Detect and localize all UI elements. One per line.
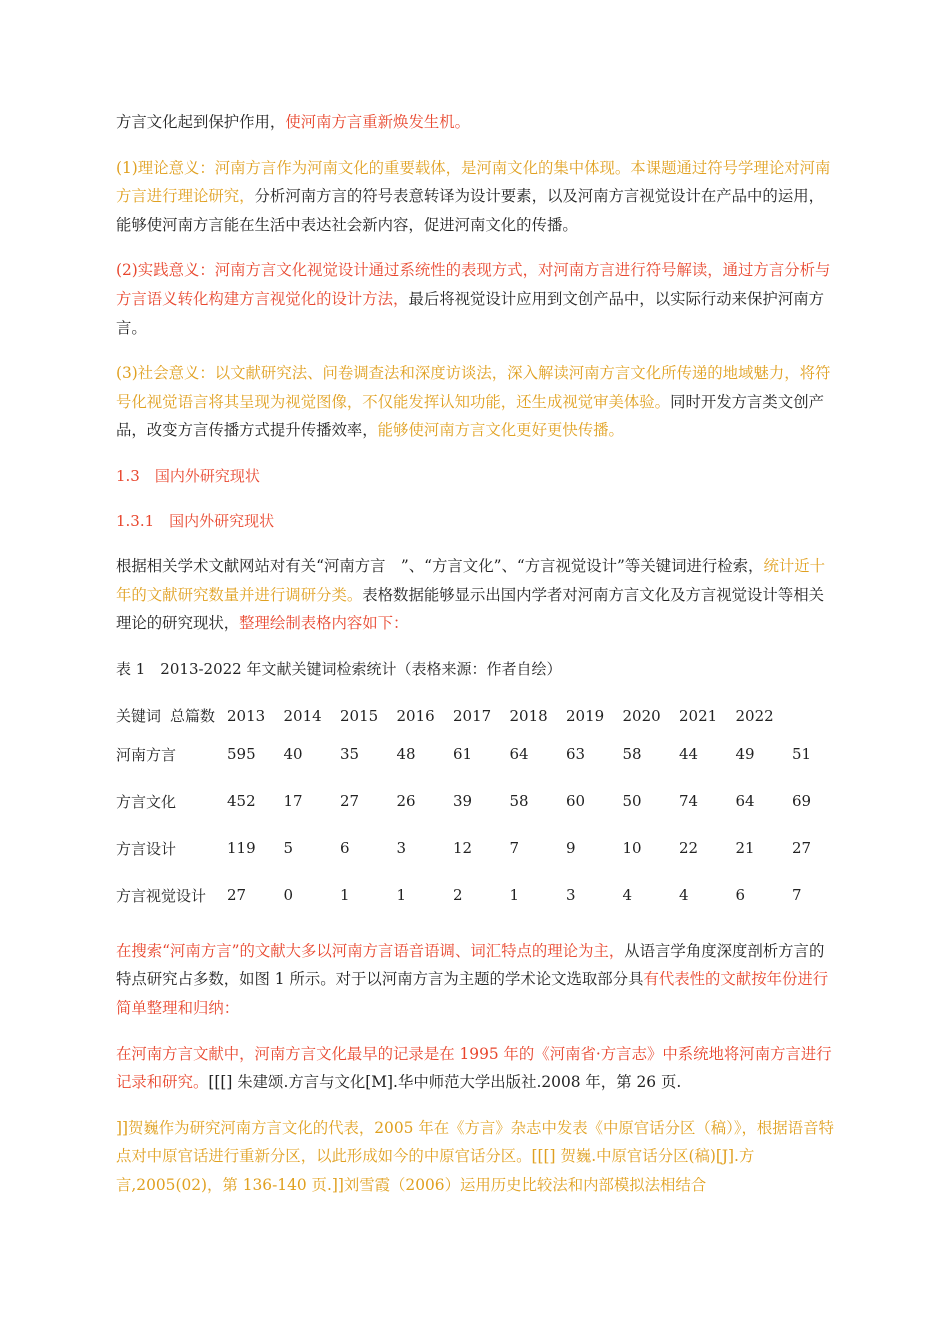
table-cell: 5 bbox=[283, 839, 294, 858]
method-highlight-2: 整理绘制表格内容如下： bbox=[239, 614, 409, 633]
table-cell: 49 bbox=[735, 745, 755, 764]
theory-text: 分析河南方言的符号表意转译为设计要素，以及河南方言视觉设计在产品中的运用，能够使河南方言能在生活中表达社会新内容，促进河南文化的传播。 bbox=[116, 187, 824, 234]
table-cell: 1 bbox=[396, 886, 407, 905]
table-row bbox=[116, 778, 811, 825]
table-row bbox=[116, 825, 811, 872]
section-heading-1-3: 1.3 国内外研究现状 bbox=[116, 466, 260, 485]
paragraph-theory bbox=[116, 154, 836, 240]
search-highlight: 在搜索“河南方言”的文献大多以河南方言语音语调、词汇特点的理论为主， bbox=[116, 941, 625, 960]
table-cell: 3 bbox=[396, 839, 407, 858]
table-cell: 12 bbox=[453, 839, 473, 858]
table-cell: 方言文化 bbox=[116, 792, 177, 811]
practice-highlight: (2)实践意义：河南方言文化视觉设计通过系统性的表现方式，对河南方言进行符号解读，通过方言分析与方言语义转化构建方言视觉化的设计方法， bbox=[116, 261, 831, 308]
table-cell: 9 bbox=[566, 839, 576, 858]
table-row bbox=[116, 872, 811, 919]
table-cell: 7 bbox=[509, 839, 520, 858]
table-cell: 50 bbox=[622, 792, 642, 811]
table-cell: 27 bbox=[792, 839, 812, 858]
header-cell: 2019 bbox=[566, 706, 605, 725]
intro-text: 方言文化起到保护作用， bbox=[116, 113, 286, 131]
table-cell: 51 bbox=[792, 745, 812, 764]
table-cell: 27 bbox=[227, 886, 247, 905]
paragraph-search bbox=[116, 937, 836, 1023]
table-cell: 26 bbox=[396, 792, 416, 811]
paragraph-intro bbox=[116, 108, 836, 137]
table-cell: 63 bbox=[566, 745, 586, 764]
social-text: 同时开发方言类文创产品，改变方言传播方式提升传播效率， bbox=[116, 392, 824, 440]
paragraph-history bbox=[116, 1040, 836, 1097]
practice-text: 最后将视觉设计应用到文创产品中，以实际行动来保护河南方言。 bbox=[116, 289, 824, 337]
social-highlight-end: 能够使河南方言文化更好更快传播。 bbox=[377, 421, 624, 440]
paragraph-hewei: ]]贺巍作为研究河南方言文化的代表，2005 年在《方言》杂志中发表《中原官话分区（稿）》，根据语音特点对中原官话进行重新分区，以此形成如今的中原官话分区。[[[] 贺巍.中原官话分区(稿)[J].方言,2005(02)，第 136-140 页.]]刘雪霞（2006）运用历史比较法和内部模拟法相结合 bbox=[116, 1118, 834, 1194]
header-cell: 总篇数 bbox=[170, 707, 216, 726]
table-cell: 58 bbox=[509, 792, 529, 811]
table-cell: 22 bbox=[679, 839, 699, 858]
table-cell: 452 bbox=[227, 792, 256, 811]
method-text-2: 表格数据能够显示出国内学者对河南方言文化及方言视觉设计等相关理论的研究现状， bbox=[116, 585, 824, 633]
table-cell: 方言视觉设计 bbox=[116, 886, 207, 905]
table-cell: 0 bbox=[283, 886, 294, 905]
table-cell: 595 bbox=[227, 745, 256, 764]
table-cell: 119 bbox=[227, 839, 256, 858]
table-cell: 7 bbox=[792, 886, 802, 905]
table-cell: 40 bbox=[283, 745, 303, 764]
table-cell: 61 bbox=[453, 745, 473, 764]
table-cell: 10 bbox=[622, 839, 642, 858]
table-cell: 方言设计 bbox=[116, 839, 177, 858]
intro-highlight: 使河南方言重新焕发生机。 bbox=[285, 113, 471, 131]
paragraph-practice bbox=[116, 256, 836, 342]
table-cell: 2 bbox=[453, 886, 463, 905]
table-cell: 44 bbox=[679, 745, 699, 764]
history-footnote: [[[] 朱建颂.方言与文化[M].华中师范大学出版社.2008 年，第 26 页. bbox=[208, 1073, 682, 1092]
paragraph-method bbox=[116, 552, 836, 638]
theory-highlight: (1)理论意义：河南方言作为河南文化的重要载体，是河南文化的集中体现。本课题通过符号学理论对河南方言进行理论研究， bbox=[116, 158, 831, 206]
table-cell: 69 bbox=[792, 792, 812, 811]
header-cell: 2020 bbox=[622, 706, 661, 725]
table-caption: 表 1 2013-2022 年文献关键词检索统计（表格来源：作者自绘） bbox=[116, 659, 562, 678]
header-cell: 2014 bbox=[283, 706, 322, 725]
header-cell: 2021 bbox=[679, 706, 718, 725]
paragraph-social bbox=[116, 359, 836, 445]
search-text: 从语言学角度深度剖析方言的特点研究占多数，如图 1 所示。对于以河南方言为主题的学术论文选取部分具 bbox=[116, 941, 825, 989]
header-cell: 关键词 bbox=[116, 707, 162, 726]
table-cell: 64 bbox=[509, 745, 529, 764]
table-cell: 35 bbox=[340, 745, 360, 764]
header-cell: 2013 bbox=[227, 706, 266, 725]
header-cell: 2022 bbox=[735, 706, 774, 725]
table-cell: 1 bbox=[340, 886, 350, 905]
table-cell: 48 bbox=[396, 745, 416, 764]
table-cell: 64 bbox=[735, 792, 755, 811]
document-page bbox=[116, 108, 836, 1199]
table-cell: 58 bbox=[622, 745, 642, 764]
table-row bbox=[116, 731, 811, 778]
table-cell: 74 bbox=[679, 792, 699, 811]
table-cell: 17 bbox=[283, 792, 303, 811]
search-highlight-2: 有代表性的文献按年份进行简单整理和归纳： bbox=[116, 970, 829, 1017]
table-cell: 6 bbox=[340, 839, 350, 858]
table-header-row bbox=[116, 701, 811, 731]
method-highlight: 统计近十年的文献研究数量并进行调研分类。 bbox=[116, 556, 826, 604]
table-cell: 3 bbox=[566, 886, 576, 905]
table-cell: 39 bbox=[453, 792, 473, 811]
method-text: 根据相关学术文献网站对有关“河南方言 ”、“方言文化”、“方言视觉设计”等关键词进行检索， bbox=[116, 556, 764, 575]
section-heading-1-3-1: 1.3.1 国内外研究现状 bbox=[116, 511, 275, 530]
table-cell: 21 bbox=[735, 839, 755, 858]
table-cell: 27 bbox=[340, 792, 360, 811]
table-cell: 6 bbox=[735, 886, 746, 905]
history-highlight: 在河南方言文献中，河南方言文化最早的记录是在 1995 年的《河南省·方言志》中系统地将河南方言进行记录和研究。 bbox=[116, 1044, 832, 1092]
social-highlight: (3)社会意义：以文献研究法、问卷调查法和深度访谈法，深入解读河南方言文化所传递的地域魅力，将符号化视觉语言将其呈现为视觉图像，不仅能发挥认知功能，还生成视觉审美体验。 bbox=[116, 364, 831, 411]
header-cell: 2017 bbox=[453, 706, 492, 725]
header-cell: 2018 bbox=[509, 706, 548, 725]
table-cell: 4 bbox=[679, 886, 689, 905]
header-cell: 2015 bbox=[340, 706, 379, 725]
table-cell: 1 bbox=[509, 886, 520, 905]
table-cell: 60 bbox=[566, 792, 586, 811]
header-cell: 2016 bbox=[396, 706, 435, 725]
table-cell: 河南方言 bbox=[116, 745, 177, 764]
table-cell: 4 bbox=[622, 886, 633, 905]
keyword-table bbox=[116, 701, 811, 919]
